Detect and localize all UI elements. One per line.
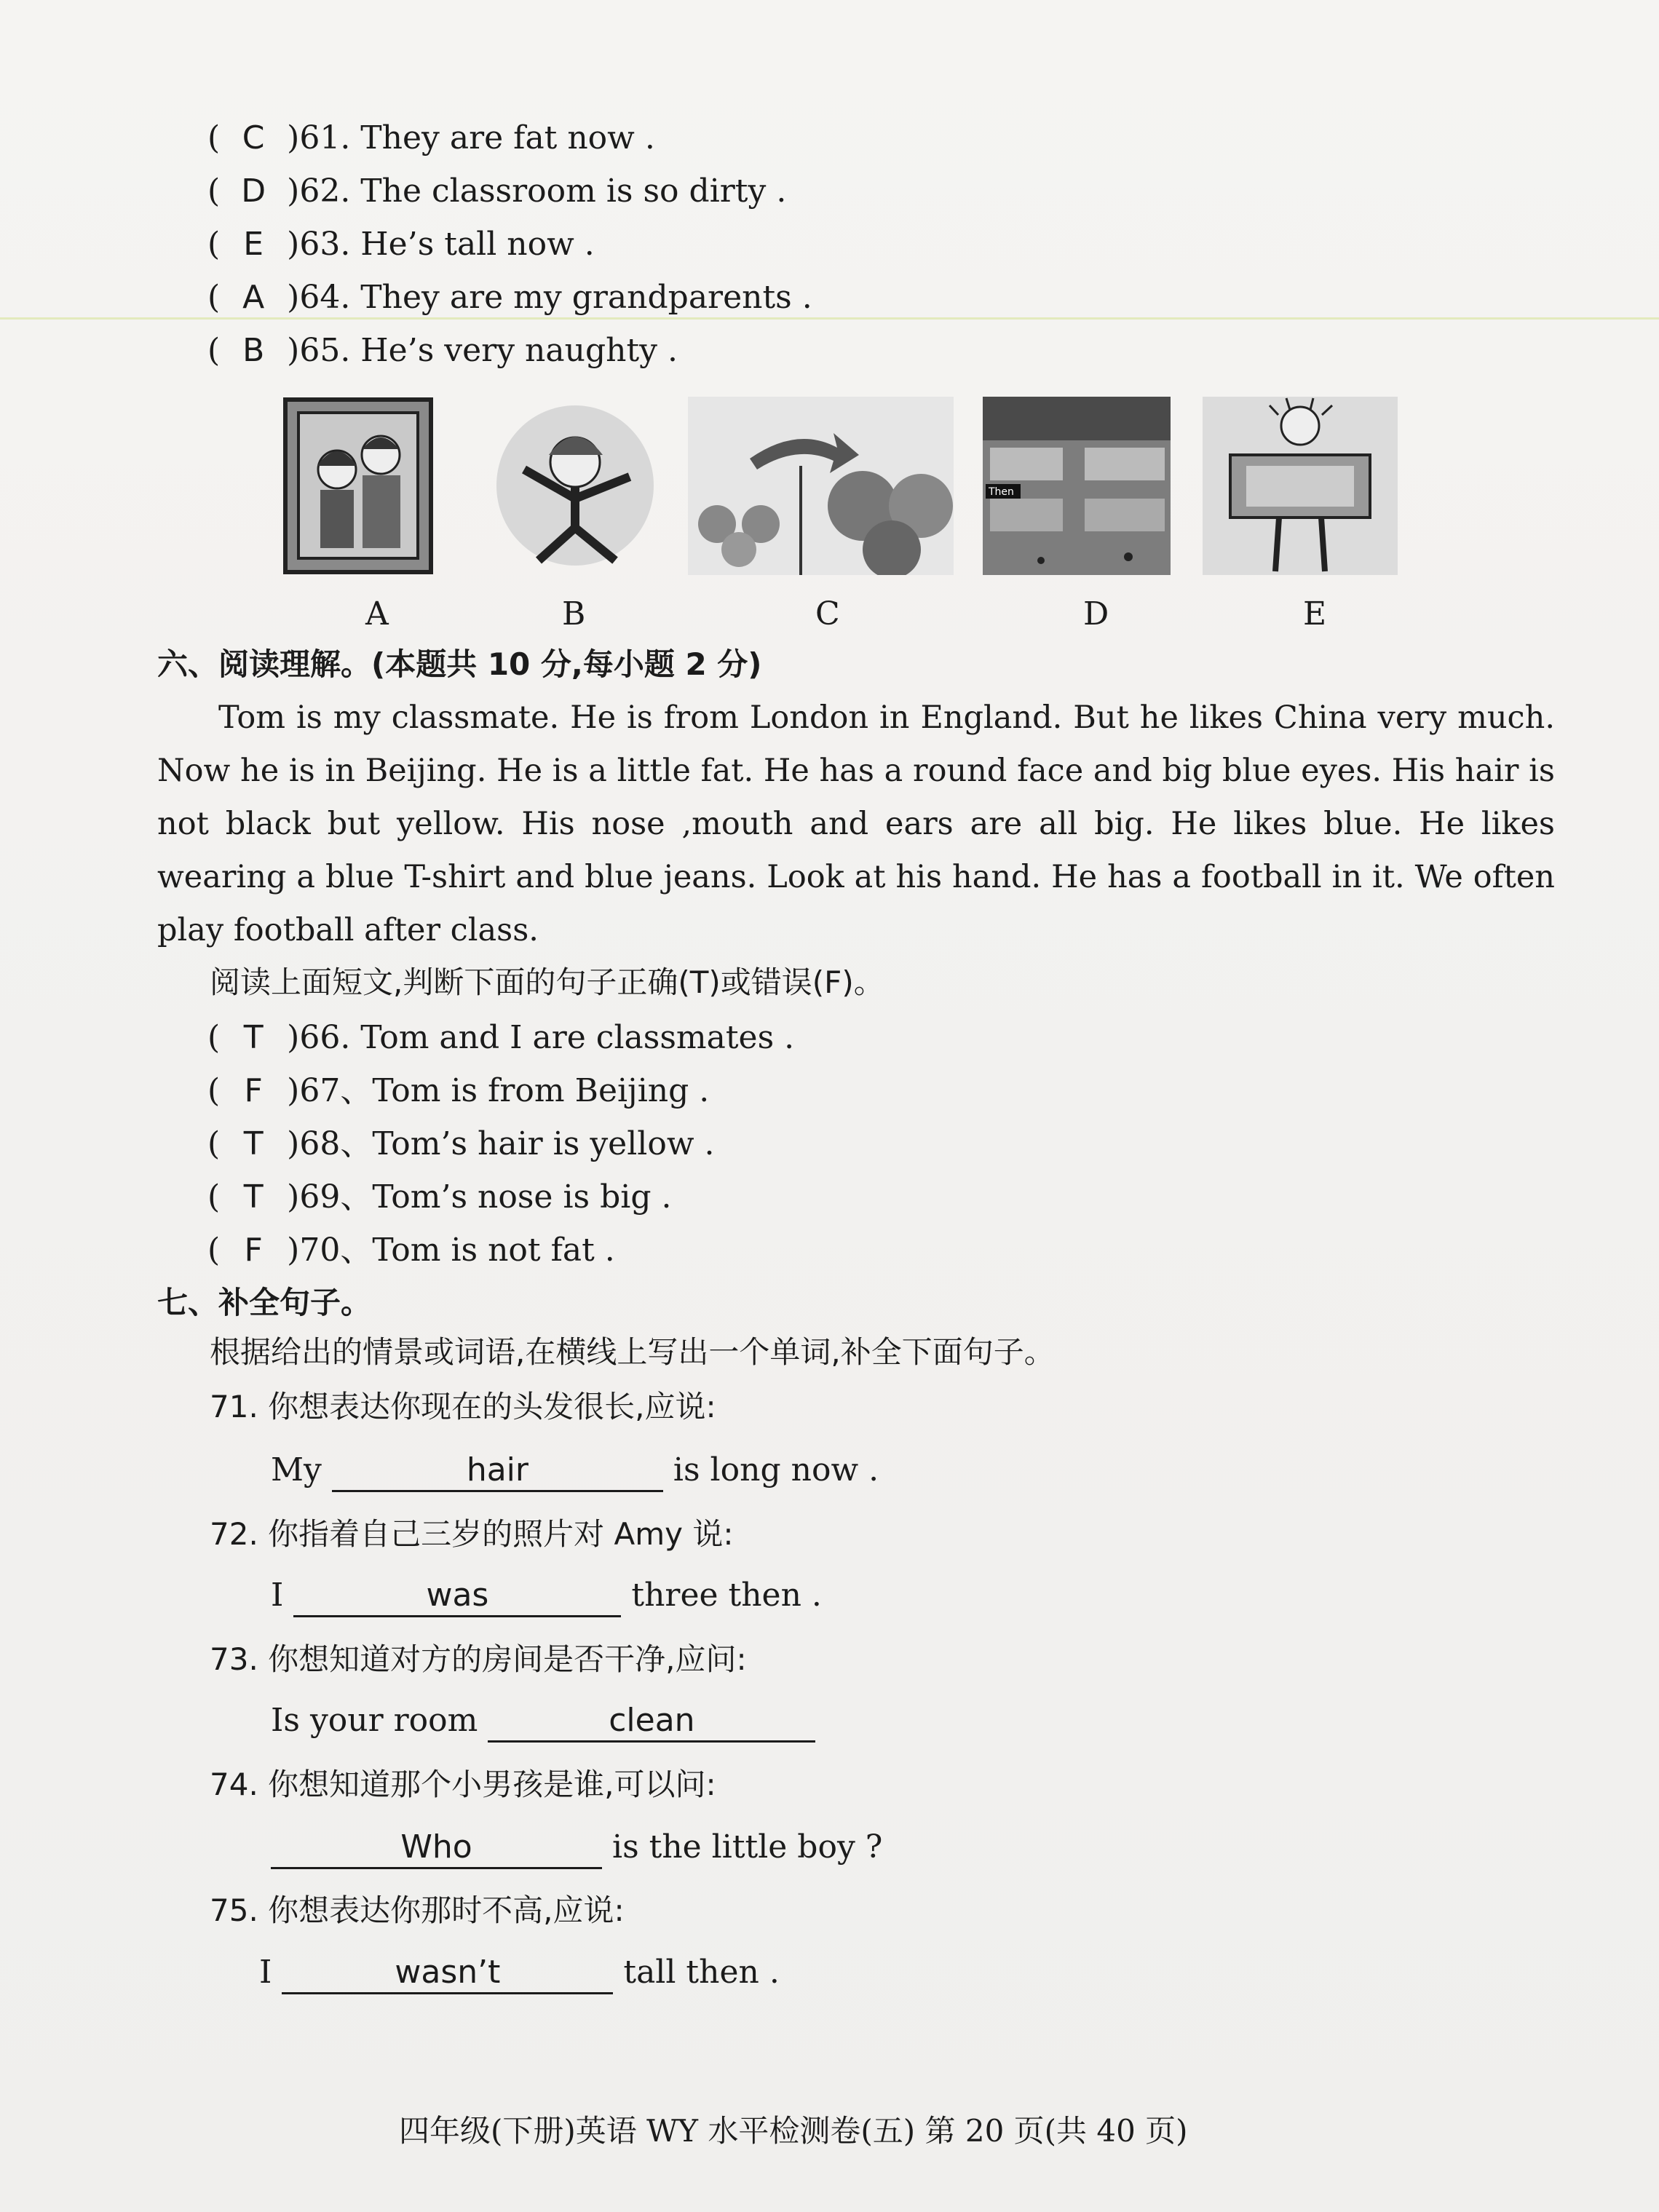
item-68: ( T )68、Tom’s hair is yellow . <box>207 1122 715 1166</box>
blank-74: Who <box>271 1828 602 1869</box>
answer: D <box>241 173 266 210</box>
item-text: )70、Tom is not fat . <box>287 1232 615 1269</box>
item-64: ( A )64. They are my grandparents . <box>207 276 812 320</box>
blank-72: was <box>293 1576 621 1617</box>
answer: B <box>242 332 265 369</box>
item-text: )63. He’s tall now . <box>287 226 595 263</box>
item-65: ( B )65. He’s very naughty . <box>207 329 678 373</box>
reading-passage: Tom is my classmate. He is from London in England. But he likes China very much. Now he is in Beijing. He is a little fat. He has a round face and big blue eyes. His hair is not black but yellow. His nose ,mouth and ears are all big. He likes blue. He likes wearing a blue T-shirt and blue jeans. Look at his hand. He has a football in it. We often play football after class. <box>157 699 1555 948</box>
item-62: ( D )62. The classroom is so dirty . <box>207 170 786 213</box>
cats-fat-now-icon <box>688 397 954 575</box>
item-text: )62. The classroom is so dirty . <box>287 173 787 210</box>
answer: T <box>243 1125 264 1162</box>
sentence-74: Who is the little boy ? <box>271 1826 882 1869</box>
answer: T <box>243 1019 264 1056</box>
page-footer: 四年级(下册)英语 WY 水平检测卷(五) 第 20 页(共 40 页) <box>399 2113 1188 2149</box>
blank-75: wasn’t <box>282 1953 613 1994</box>
prompt-74: 74. 你想知道那个小男孩是谁,可以问: <box>210 1767 716 1802</box>
picture-label-b: B <box>562 595 586 633</box>
sentence-72: I was three then . <box>271 1574 822 1617</box>
prompt-73: 73. 你想知道对方的房间是否干净,应问: <box>210 1641 747 1677</box>
framed-grandparents-photo-icon <box>282 397 434 575</box>
blank-73: clean <box>488 1701 815 1743</box>
answer: T <box>243 1178 264 1216</box>
item-text: )67、Tom is from Beijing . <box>287 1072 710 1109</box>
item-63: ( E )63. He’s tall now . <box>207 223 595 266</box>
picture-label-e: E <box>1303 595 1327 633</box>
sentence-75: I wasn’t tall then . <box>259 1951 780 1994</box>
section7-instruction: 根据给出的情景或词语,在横线上写出一个单词,补全下面句子。 <box>210 1334 1055 1370</box>
then-sign: Then <box>989 486 1014 498</box>
section6-instruction: 阅读上面短文,判断下面的句子正确(T)或错误(F)。 <box>210 964 884 1000</box>
sentence-73: Is your room clean <box>271 1699 815 1743</box>
dirty-classroom-icon <box>983 397 1171 575</box>
item-66: ( T )66. Tom and I are classmates . <box>207 1016 794 1060</box>
answer: A <box>242 279 265 316</box>
item-61: ( C )61. They are fat now . <box>207 116 655 160</box>
item-70: ( F )70、Tom is not fat . <box>207 1229 615 1272</box>
prompt-71: 71. 你想表达你现在的头发很长,应说: <box>210 1389 716 1424</box>
naughty-boy-jumping-icon <box>495 397 655 575</box>
picture-label-a: A <box>365 595 389 633</box>
item-text: )65. He’s very naughty . <box>287 332 678 369</box>
item-text: )69、Tom’s nose is big . <box>287 1178 672 1216</box>
section7-heading: 七、补全句子。 <box>157 1285 372 1320</box>
answer: F <box>244 1232 263 1269</box>
item-text: )68、Tom’s hair is yellow . <box>287 1125 715 1162</box>
answer: F <box>244 1072 263 1109</box>
item-text: )66. Tom and I are classmates . <box>287 1019 795 1056</box>
sentence-71: My hair is long now . <box>271 1448 879 1492</box>
picture-label-d: D <box>1083 595 1109 633</box>
answer: E <box>243 226 264 263</box>
item-69: ( T )69、Tom’s nose is big . <box>207 1176 671 1219</box>
picture-label-c: C <box>815 595 840 633</box>
prompt-72: 72. 你指着自己三岁的照片对 Amy 说: <box>210 1516 734 1552</box>
blank-71: hair <box>332 1451 663 1492</box>
section6-heading: 六、阅读理解。(本题共 10 分,每小题 2 分) <box>157 646 762 682</box>
item-text: )64. They are my grandparents . <box>287 279 812 316</box>
answer: C <box>242 119 265 156</box>
item-text: )61. They are fat now . <box>287 119 655 156</box>
prompt-75: 75. 你想表达你那时不高,应说: <box>210 1892 625 1928</box>
item-67: ( F )67、Tom is from Beijing . <box>207 1069 709 1113</box>
tall-boy-holding-photo-icon <box>1203 397 1398 575</box>
